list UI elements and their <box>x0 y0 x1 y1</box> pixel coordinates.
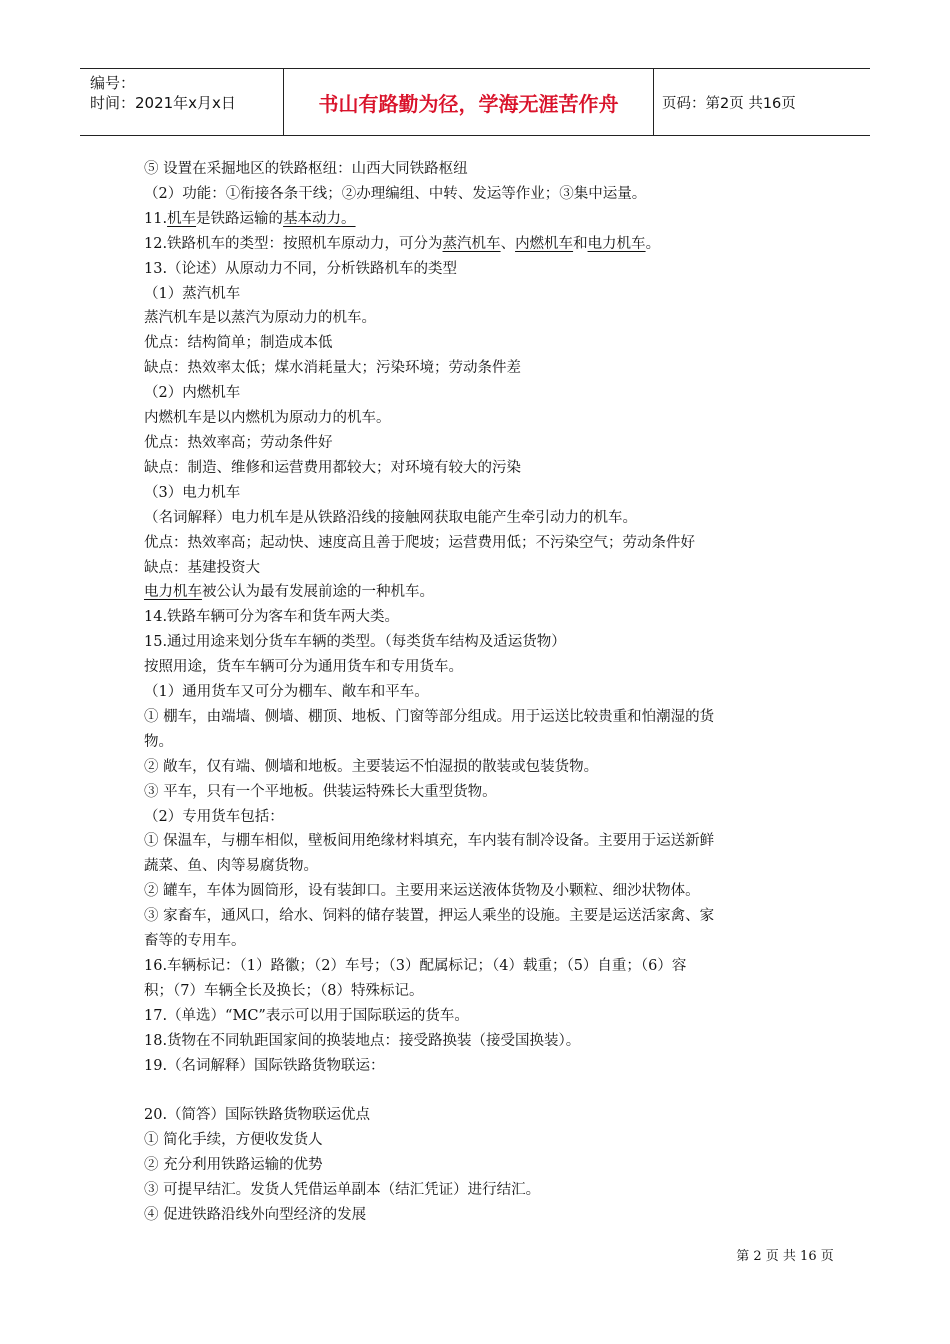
text-line: 14.铁路车辆可分为客车和货车两大类。 <box>144 609 400 626</box>
text-line <box>144 580 816 605</box>
text-run: 11. <box>144 210 168 227</box>
text-line: （1）通用货车又可分为棚车、敞车和平车。 <box>144 684 429 701</box>
text-run: 、 <box>500 235 516 252</box>
document-number-label: 编号： <box>90 74 136 92</box>
document-date: 时间：2021年x月x日 <box>90 94 236 112</box>
text-line <box>144 207 816 232</box>
text-line: 20.（简答）国际铁路货物联运优点 <box>144 1107 371 1124</box>
text-line: 19.（名词解释）国际铁路货物联运： <box>144 1057 385 1074</box>
blank-line <box>144 1079 816 1104</box>
text-line: 畜等的专用车。 <box>144 933 246 950</box>
text-line: ② 充分利用铁路运输的优势 <box>144 1157 323 1174</box>
text-line: （3）电力机车 <box>144 484 241 501</box>
text-run: 和 <box>573 235 588 252</box>
text-line: 按照用途，货车车辆可分为通用货车和专用货车。 <box>144 659 463 676</box>
underlined-term: 电力机车 <box>144 584 202 601</box>
underlined-term: 机车 <box>167 210 197 227</box>
header-page-info: 页码：第2页 共16页 <box>662 95 796 112</box>
text-line: （2）专用货车包括： <box>144 808 284 825</box>
text-line: 16.车辆标记：（1）路徽；（2）车号；（3）配属标记；（4）载重；（5）自重；（6）容 <box>144 958 687 974</box>
text-run: 被公认为最有发展前途的一种机车。 <box>202 584 434 601</box>
text-line: 蔬菜、鱼、肉等易腐货物。 <box>144 858 318 875</box>
underlined-term: 蒸汽机车 <box>442 235 501 252</box>
text-line: 积；（7）车辆全长及换长；（8）特殊标记。 <box>144 982 424 999</box>
text-line: ⑤ 设置在采掘地区的铁路枢纽：山西大同铁路枢纽 <box>144 161 468 177</box>
text-line: 内燃机车是以内燃机为原动力的机车。 <box>144 410 391 427</box>
text-line: 缺点：制造、维修和运营费用都较大；对环境有较大的污染 <box>144 459 521 476</box>
text-line: ④ 促进铁路沿线外向型经济的发展 <box>144 1207 367 1224</box>
text-line: 缺点：基建投资大 <box>144 559 260 576</box>
text-line: ② 罐车，车体为圆筒形，设有装卸口。主要用来运送液体货物及小颗粒、细沙状物体。 <box>144 883 700 900</box>
text-line: （名词解释）电力机车是从铁路沿线的接触网获取电能产生牵引动力的机车。 <box>144 509 637 526</box>
text-line: （2）功能：①衔接各条干线；②办理编组、中转、发运等作业；③集中运量。 <box>144 185 647 202</box>
text-line: 优点：热效率高；起动快、速度高且善于爬坡；运营费用低；不污染空气；劳动条件好 <box>144 534 695 551</box>
underlined-term: 电力机车 <box>587 235 646 252</box>
text-line: ② 敞车，仅有端、侧墙和地板。主要装运不怕湿损的散装或包装货物。 <box>144 758 599 775</box>
text-line: 蒸汽机车是以蒸汽为原动力的机车。 <box>144 310 376 327</box>
text-line: 18.货物在不同轨距国家间的换装地点：接受路换装（接受国换装）。 <box>144 1032 581 1049</box>
text-line: ① 保温车，与棚车相似，壁板间用绝缘材料填充，车内装有制冷设备。主要用于运送新鲜 <box>144 833 715 850</box>
page-footer <box>0 1245 950 1264</box>
text-line: 13.（论述）从原动力不同，分析铁路机车的类型 <box>144 260 458 277</box>
text-line: ① 简化手续，方便收发货人 <box>144 1132 323 1149</box>
document-body <box>144 157 816 1228</box>
text-line: 物。 <box>144 733 173 750</box>
text-line: 优点：结构简单；制造成本低 <box>144 335 333 352</box>
text-line: ① 棚车，由端墙、侧墙、棚顶、地板、门窗等部分组成。用于运送比较贵重和怕潮湿的货 <box>144 708 715 725</box>
text-line: 缺点：热效率太低；煤水消耗量大；污染环境；劳动条件差 <box>144 360 521 377</box>
text-run: 。 <box>645 235 661 252</box>
text-line: ③ 平车，只有一个平地板。供装运特殊长大重型货物。 <box>144 783 497 800</box>
underlined-term: 内燃机车 <box>515 235 574 252</box>
text-line: （2）内燃机车 <box>144 385 241 402</box>
text-line: 17.（单选）“MC”表示可以用于国际联运的货车。 <box>144 1007 469 1024</box>
page-header <box>80 68 870 136</box>
text-line: 优点：热效率高；劳动条件好 <box>144 434 333 451</box>
text-run: 是铁路运输的 <box>196 210 284 227</box>
header-motto: 书山有路勤为径，学海无涯苦作舟 <box>284 69 654 135</box>
text-line: ③ 家畜车，通风口，给水、饲料的储存装置，押运人乘坐的设施。主要是运送活家禽、家 <box>144 908 715 925</box>
text-run: 12.铁路机车的类型：按照机车原动力，可分为 <box>144 235 443 252</box>
underlined-term: 基本动力。 <box>283 210 356 227</box>
text-line: 15.通过用途来划分货车车辆的类型。（每类货车结构及适运货物） <box>144 634 566 651</box>
text-line: ③ 可提早结汇。发货人凭借运单副本（结汇凭证）进行结汇。 <box>144 1182 541 1199</box>
text-line: （1）蒸汽机车 <box>144 285 241 302</box>
text-line <box>144 232 816 257</box>
header-meta <box>80 69 284 135</box>
footer-page-number: 第 2 页 共 16 页 <box>736 1249 834 1264</box>
